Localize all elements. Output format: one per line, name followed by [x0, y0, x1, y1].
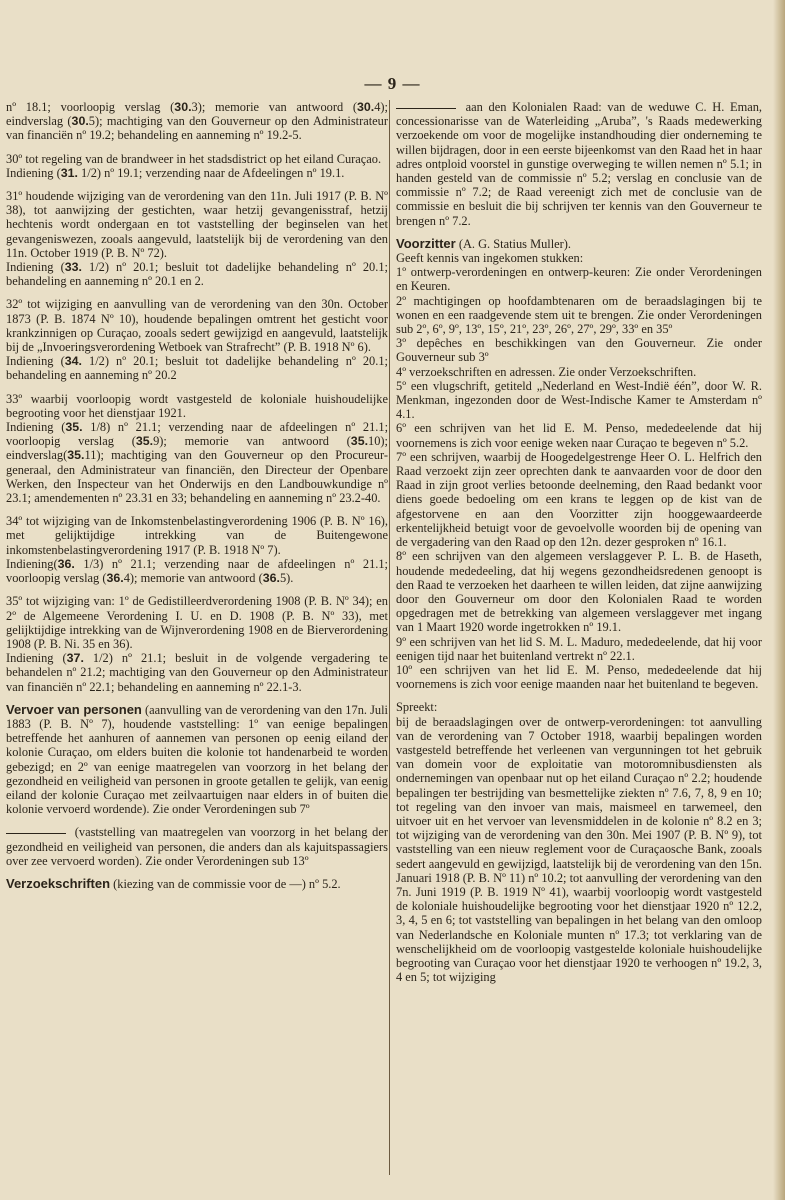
text-run: Indiening ( — [6, 651, 67, 666]
text-run: 1/2) nº 20.1; besluit tot dadelijke behandeling nº 20.1; behandeling en aanneming nº 20.1 en 2. — [6, 260, 388, 289]
text-run: nº 18.1; voorloopig verslag ( — [6, 100, 175, 114]
text-run: Indiening ( — [6, 260, 65, 275]
item-31-indiening — [6, 260, 388, 288]
kolonialen-raad — [396, 100, 762, 228]
item-32-krankzinnigen — [6, 297, 388, 354]
reference-number: 35. — [65, 420, 83, 435]
reference-number: 36. — [106, 571, 124, 586]
text-run: 1/2) nº 19.1; verzending naar de Afdeelingen nº 19.1. — [77, 165, 345, 180]
right-column — [396, 100, 762, 984]
item-30-indiening — [6, 166, 388, 180]
paragraph-gap — [6, 288, 388, 297]
text-run: 9º een schrijven van het lid S. M. L. Maduro, mededeelende, dat hij voor eenigen tijd naar het buitenland vertrekt nº 22.1. — [396, 634, 762, 663]
item-33-begrooting — [6, 392, 388, 420]
text-run: 10º een schrijven van het lid E. M. Penso, mededeelende dat hij voornemens is zich voor eenige maanden naar het buitenland te begeven. — [396, 662, 762, 692]
item-34-indiening — [6, 557, 388, 585]
text-run: 6º een schrijven van het lid E. M. Penso, mededeelende dat hij voornemens is zich voor eenige weken naar Curaçao te begeven nº 5.2. — [396, 421, 762, 450]
reference-number: 35. — [135, 434, 154, 449]
text-run: 1/2) nº 21.1; besluit in de volgende vergadering te behandelen nº 21.2; machtiging van den Gouverneur op den Administrateur van financiën nº 22.1; behandeling en aanneming nº 22.1-3. — [6, 651, 388, 694]
text-run: 32º tot wijziging en aanvulling van de verordening van den 30n. October 1873 (P. B. 1874 Nº 10), houdende bepalingen omtrent het gesticht voor krankzinnigen op Curaçao, zooals sedert gewijzigd en aangevuld, laatstelijk bij de „Invoeringsverordening Wetboek van Strafrecht” (P. B. 1918 Nº 6). — [6, 297, 388, 355]
voorzitter — [396, 237, 762, 251]
text-run: 4); memorie van antwoord ( — [123, 571, 263, 586]
paragraph-gap — [6, 816, 388, 825]
text-run: 5º een vlugschrift, getiteld „Nederland en West-Indië één”, door W. R. Menkman, ingezonden door de West-Indische Kamer te Amsterdam nº 4.1. — [396, 378, 762, 422]
vervoer-vaststelling — [6, 825, 388, 868]
spreekt — [396, 700, 762, 714]
paragraph-gap — [396, 691, 762, 700]
stuk-5 — [396, 379, 762, 422]
page-number: — 9 — — [364, 74, 421, 93]
reference-number: 36. — [262, 571, 280, 586]
text-run: bij de beraadslagingen over de ontwerp-verordeningen: tot aanvulling van de verordening van 7 October 1918, waarbij bepalingen worden vastgesteld betreffende het verleenen van vergunningen tot het gebruik van domein voor de exploitatie van motoromnibusdiensten als ondernemingen van openbaar nut op het eiland Curaçao nº 2.2; houdende bepalingen ter bestrijding van besmettelijke ziekten nº 7.6, 7, 8, 9 en 10; tot regeling van den invoer van mais, maismeel en tarwemeel, den uitvoer uit en het vervoer van levensmiddelen in de kolonie nº 8.2 en 3; tot wijziging van de verordening van den 30n. Mei 1907 (P. B. Nº 9), tot vaststelling van een nieuw reglement voor de Curaçaosche Bank, zooals sedert aangevuld en gewijzigd, laatstelijk bij de verordening van den 15n. Januari 1918 (P. B. Nº 11) nº 10.2; tot aanvulling der verordening van den 7n. Juni 1919 (P. B. 1919 Nº 41), waarbij voorloopig wordt vastgesteld de koloniale huishoudelijke begrooting voor het dienstjaar 1920 nº 12.2, 3, 4, 5 en 6; tot vaststelling van bepalingen in het belang van den omloop van Nederlandsche en Koloniale munten nº 17.3; tot verklaring van de wenschelijkheid om de voorloopig vastgestelde koloniale huishoudelijke begrooting van Curaçao voor het dienstjaar 1920 te verhoogen nº 19.2, 3, 4 en 5; tot wijziging — [396, 714, 762, 985]
text-run: 4º verzoekschriften en adressen. Zie onder Verzoekschriften. — [396, 364, 697, 379]
reference-number: 30. — [357, 100, 375, 114]
text-run: 3º depêches en beschikkingen van den Gouverneur. Zie onder Gouverneur sub 3º — [396, 336, 762, 365]
stuk-10 — [396, 663, 762, 691]
text-run: 5). — [279, 571, 294, 586]
paragraph-gap — [6, 585, 388, 594]
left-column — [6, 100, 388, 891]
text-run: 9); memorie van antwoord ( — [153, 434, 351, 449]
stuk-6 — [396, 421, 762, 449]
column-divider — [389, 100, 390, 1175]
verzoekschriften — [6, 877, 388, 891]
paragraph-gap — [6, 143, 388, 152]
text-run: Indiening ( — [6, 165, 61, 180]
stuk-7 — [396, 450, 762, 549]
text-run: Spreekt: — [396, 700, 438, 715]
stuk-2 — [396, 294, 762, 337]
stuk-3 — [396, 336, 762, 364]
text-run: 35º tot wijziging van: 1º de Gedistilleerdverordening 1908 (P. B. Nº 34); en 2º de Algemeene Verordening I. U. en D. 1908 (P. B. Nº 33), met gelijktijdige intrekking van de Wijnverordening 1908 en de Bierverordening 1908 (P. B. Ni. 35 en 36). — [6, 594, 388, 651]
item-35-gedistilleerd — [6, 594, 388, 651]
stuk-8 — [396, 549, 762, 634]
repeat-dash — [396, 108, 456, 109]
text-run: (vaststelling van maatregelen van voorzorg in het belang der gezondheid en veiligheid van personen, die anders dan als kajuitspassagiers over zee vervoerd worden). Zie onder Verordeningen sub 13º — [6, 825, 388, 868]
text-run: 33º waarbij voorloopig wordt vastgesteld de koloniale huishoudelijke begrooting voor het dienstjaar 1921. — [6, 391, 388, 420]
text-run: (kiezing van de commissie voor de —) nº 5.2. — [110, 876, 341, 891]
text-run: 2º machtigingen op hoofdambtenaren om de beraadslagingen bij te wonen en een raadgevende stem uit te brengen. Zie onder Verordeningen sub 2º, 6º, 9º, 13º, 15º, 21º, 23º, 26º, 27º, 29º, 33º en 35º — [396, 293, 762, 337]
text-run: Indiening( — [6, 556, 58, 571]
text-run: (aanvulling van de verordening van den 17n. Juli 1883 (P. B. Nº 7), houdende vaststelling: 1º van eenige bepalingen betreffende het aanhuren of aannemen van personen op eenig eiland der kolonie Curaçao, om elders buiten die kolonie tot handenarbeid te worden gebezigd; en 2º van eenige maatregelen van voorzorg in het belang der gezondheid en veiligheid van personen in groote getallen te gelijk, van eenig eiland der kolonie Curaçao met zeilvaartuigen naar elders in of buiten die kolonie vervoerd wordende). Zie onder Verordeningen sub 7º — [6, 702, 389, 817]
reference-number: 36. — [57, 556, 75, 571]
paragraph-gap — [6, 180, 388, 189]
item-18-continued — [6, 100, 388, 143]
text-run: 4); eindverslag ( — [6, 100, 388, 129]
item-34-inkomstenbelasting — [6, 514, 388, 557]
text-run: 31º houdende wijziging van de verordening van den 11n. Juli 1917 (P. B. Nº 38), tot aanwijzing der gestichten, waar hetzij gevangenisstraf, hetzij hechtenis wordt ondergaan en tot vaststelling der beginselen van het gevangeniswezen, zooals aangevuld, laatstelijk bij de verordening van den 11n. October 1919 (P. B. Nº 72). — [6, 189, 388, 260]
stuk-1 — [396, 265, 762, 293]
text-run: 11); machtiging van den Gouverneur op den Procureur-generaal, den Administrateur van financiën, den Directeur der Openbare Werken, den Inspecteur van het Onderwijs en den Landbouwkundige nº 23.1; amendementen nº 23.31 en 33; behandeling en aanneming nº 23.2-40. — [6, 448, 388, 506]
text-run: 5); machtiging van den Gouverneur op den Administrateur van financiën nº 19.2; behandeling en aanneming nº 19.2-5. — [6, 114, 388, 143]
reference-number: 35. — [350, 434, 369, 449]
text-run: (A. G. Statius Muller). — [455, 236, 572, 251]
vervoer-van-personen — [6, 703, 388, 817]
reference-number: 35. — [67, 448, 85, 463]
text-run: 8º een schrijven van den algemeen verslaggever P. L. B. de Haseth, houdende mededeeling, dat hij wegens gezondheidsredenen genoopt is den Raad te verzoeken het daarheen te willen leiden, dat zijne aanwijzing door den Gouverneur om door den Kolonialen Raad te worden opgedragen met de betrekking van algemeen verslaggever met ingang van 1 Maart 1920 worde ingetrokken nº 19.1. — [396, 549, 762, 635]
text-run: Indiening ( — [6, 354, 65, 369]
reference-number: 37. — [66, 651, 84, 666]
text-run: 10); eindverslag( — [6, 434, 388, 463]
entry-heading: Verzoekschriften — [6, 875, 111, 891]
stuk-9 — [396, 635, 762, 663]
reference-number: 33. — [64, 260, 82, 275]
text-run: 1º ontwerp-verordeningen en ontwerp-keuren: Zie onder Verordeningen en Keuren. — [396, 265, 762, 294]
entry-heading: Voorzitter — [396, 235, 456, 251]
reference-number: 34. — [64, 354, 82, 369]
reference-number: 30. — [71, 114, 89, 129]
text-run: 1/8) nº 21.1; verzending naar de afdeelingen nº 21.1; voorloopig verslag ( — [6, 420, 389, 449]
text-run: 34º tot wijziging van de Inkomstenbelastingverordening 1906 (P. B. Nº 16), met gelijktijdige intrekking van de Buitengewone inkomstenbelastingverordening 1917 (P. B. 1918 Nº 7). — [6, 514, 388, 557]
spreekt-tekst — [396, 715, 762, 985]
item-32-indiening — [6, 354, 388, 382]
reference-number: 31. — [60, 165, 78, 180]
page-edge-shadow — [773, 0, 785, 1200]
paragraph-gap — [6, 383, 388, 392]
item-35-indiening — [6, 651, 388, 694]
item-33-indiening — [6, 420, 388, 505]
text-run: 30º tot regeling van de brandweer in het stadsdistrict op het eiland Curaçao. — [6, 151, 382, 166]
item-30-brandweer — [6, 152, 388, 166]
text-run: 1/3) nº 21.1; verzending naar de afdeelingen nº 21.1; voorloopig verslag ( — [6, 556, 388, 586]
text-run: Geeft kennis van ingekomen stukken: — [396, 251, 584, 266]
text-run: 1/2) nº 20.1; besluit tot dadelijke behandeling nº 20.1; behandeling en aanneming nº 20.2 — [6, 354, 388, 383]
paragraph-gap — [6, 505, 388, 514]
stuk-4 — [396, 365, 762, 379]
item-31-gestichten — [6, 189, 388, 260]
text-run: Indiening ( — [6, 420, 66, 435]
entry-heading: Vervoer van personen — [6, 701, 142, 717]
reference-number: 30. — [174, 100, 192, 114]
repeat-dash — [6, 833, 66, 834]
text-run: 7º een schrijven, waarbij de Hoogedelgestrenge Heer O. L. Helfrich den Raad verzoekt zijn zeer oprechten dank te aanvaarden voor de door den Raad in zijn groot verlies betoonde deelneming, den Raad bedankt voor diens goede bedoeling om een krans te leggen op de kist van de afgestorvene en aan den Voorzitter zijn hooggewaardeerde erkentelijkheid betuigt voor de gevoelvolle woorden bij de opening van de vergadering van den Raad op den 12n. dezer gesproken nº 16.1. — [396, 449, 762, 550]
text-run: aan den Kolonialen Raad: van de weduwe C. H. Eman, concessionarisse van de Waterleiding „Aruba”, 's Raads medewerking verzoekende om voor de mogelijke instandhouding dier onderneming te willen bijdragen, door in een eerste bijeenkomst van den Raad het in haar adres ontploid voorstel in gunstige overweging te willen nemen nº 5.1; in handen gesteld van de commissie nº 5.2; verslag en conclusie van de commissie nº 7.2; de Raad vereenigt zich met de conclusie van de commissie en besluit die bij schrijven ter kennis van den Gouverneur te brengen nº 7.2. — [396, 100, 762, 228]
voorzitter-ingekomen — [396, 251, 762, 265]
text-run: 3); memorie van antwoord ( — [191, 100, 357, 114]
